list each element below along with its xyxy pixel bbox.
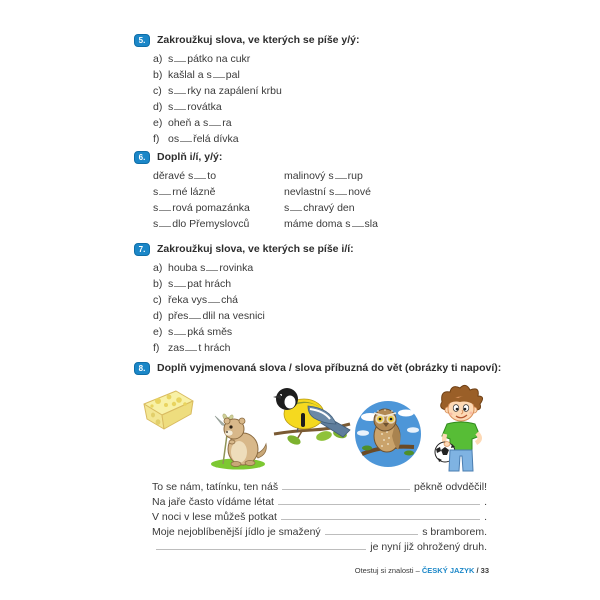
fill-blank — [335, 191, 347, 195]
fill-blank — [174, 90, 186, 94]
sentence-post: je nyní již ohrožený druh. — [370, 541, 487, 553]
fill-blank — [213, 74, 225, 78]
footer-page-number: / 33 — [474, 566, 489, 575]
fill-in-sentences — [152, 478, 487, 553]
fill-blank — [335, 175, 347, 179]
exercise-item: e) oheň a s ra — [153, 117, 232, 129]
exercise-number-badge: 6. — [134, 151, 150, 164]
word-item: nevlastní s nové — [284, 186, 371, 198]
sentence-pre: Na jaře často vídáme létat — [152, 496, 274, 508]
sentence-post: pěkně odvděčil! — [414, 481, 487, 493]
fill-blank — [290, 207, 302, 211]
exercise-5 — [134, 33, 360, 147]
word-column-right — [284, 168, 378, 232]
word-column-left — [153, 168, 284, 232]
fill-blank — [189, 315, 201, 319]
sentence-row — [152, 493, 487, 508]
fill-blank — [159, 223, 171, 227]
fill-blank — [352, 223, 364, 227]
exercise-title: Zakroužkuj slova, ve kterých se píše y/ý: — [157, 34, 360, 46]
exercise-number-badge: 7. — [134, 243, 150, 256]
fill-blank — [174, 283, 186, 287]
sentence-pre: To se nám, tatínku, ten náš — [152, 481, 279, 493]
word-item: máme doma s sla — [284, 218, 378, 230]
exercise-item: c) řeka vys chá — [153, 294, 239, 306]
footer-subject: ČESKÝ JAZYK — [421, 566, 475, 575]
exercise-item: f) os řelá dívka — [153, 133, 239, 145]
word-item: s rné lázně — [153, 186, 216, 198]
sentence-pre: Moje nejoblíbenější jídlo je smažený — [152, 526, 321, 538]
great-tit-illustration — [272, 384, 352, 446]
exercise-item: b) kašlal a s pal — [153, 69, 240, 81]
exercise-item: a) s pátko na cukr — [153, 53, 251, 65]
fill-line — [325, 523, 419, 535]
exercise-8 — [134, 361, 501, 375]
fill-blank — [209, 122, 221, 126]
sentence-row — [152, 538, 487, 553]
fill-blank — [208, 299, 220, 303]
exercise-title: Doplň vyjmenovaná slova / slova příbuzná do vět (obrázky ti napoví): — [157, 362, 502, 374]
fill-blank — [174, 58, 186, 62]
sentence-post: . — [484, 511, 487, 523]
exercise-7 — [134, 242, 354, 356]
sentence-post: s bramborem. — [422, 526, 487, 538]
page-footer — [0, 566, 489, 575]
word-item: děravé s to — [153, 170, 217, 182]
fill-blank — [159, 191, 171, 195]
fill-line — [156, 538, 366, 550]
exercise-title: Doplň i/í, y/ý: — [157, 151, 223, 163]
exercise-item: d) přes dlil na vesnici — [153, 310, 265, 322]
fill-line — [278, 493, 480, 505]
fill-line — [281, 508, 480, 520]
word-item: malinový s rup — [284, 170, 363, 182]
exercise-item: a) houba s rovinka — [153, 262, 254, 274]
boy-with-football-illustration — [428, 384, 492, 472]
exercise-number-badge: 5. — [134, 34, 150, 47]
sentence-row — [152, 508, 487, 523]
exercise-item: b) s pat hrách — [153, 278, 232, 290]
fill-blank — [206, 267, 218, 271]
exercise-6 — [134, 150, 378, 232]
illustrations-row — [134, 383, 500, 473]
word-item: s chravý den — [284, 202, 355, 214]
fill-blank — [174, 331, 186, 335]
cheese-illustration — [136, 388, 198, 434]
fill-blank — [194, 175, 206, 179]
fill-blank — [174, 106, 186, 110]
fill-blank — [185, 347, 197, 351]
exercise-item: e) s pká směs — [153, 326, 233, 338]
sentence-pre: V noci v lese můžeš potkat — [152, 511, 277, 523]
word-item: s dlo Přemyslovců — [153, 218, 250, 230]
exercise-item: d) s rovátka — [153, 101, 222, 113]
sentence-row — [152, 523, 487, 538]
exercise-item: f) zas t hrách — [153, 342, 231, 354]
sentence-post: . — [484, 496, 487, 508]
exercise-item: c) s rky na zapálení krbu — [153, 85, 282, 97]
fill-line — [282, 478, 410, 490]
exercise-number-badge: 8. — [134, 362, 150, 375]
word-item: s rová pomazánka — [153, 202, 250, 214]
fill-blank — [180, 138, 192, 142]
sentence-row — [152, 478, 487, 493]
fill-blank — [159, 207, 171, 211]
ground-squirrel-illustration — [198, 412, 274, 470]
little-owl-illustration — [354, 400, 422, 468]
exercise-title: Zakroužkuj slova, ve kterých se píše i/í: — [157, 243, 354, 255]
footer-series-title: Otestuj si znalosti – — [354, 566, 422, 575]
